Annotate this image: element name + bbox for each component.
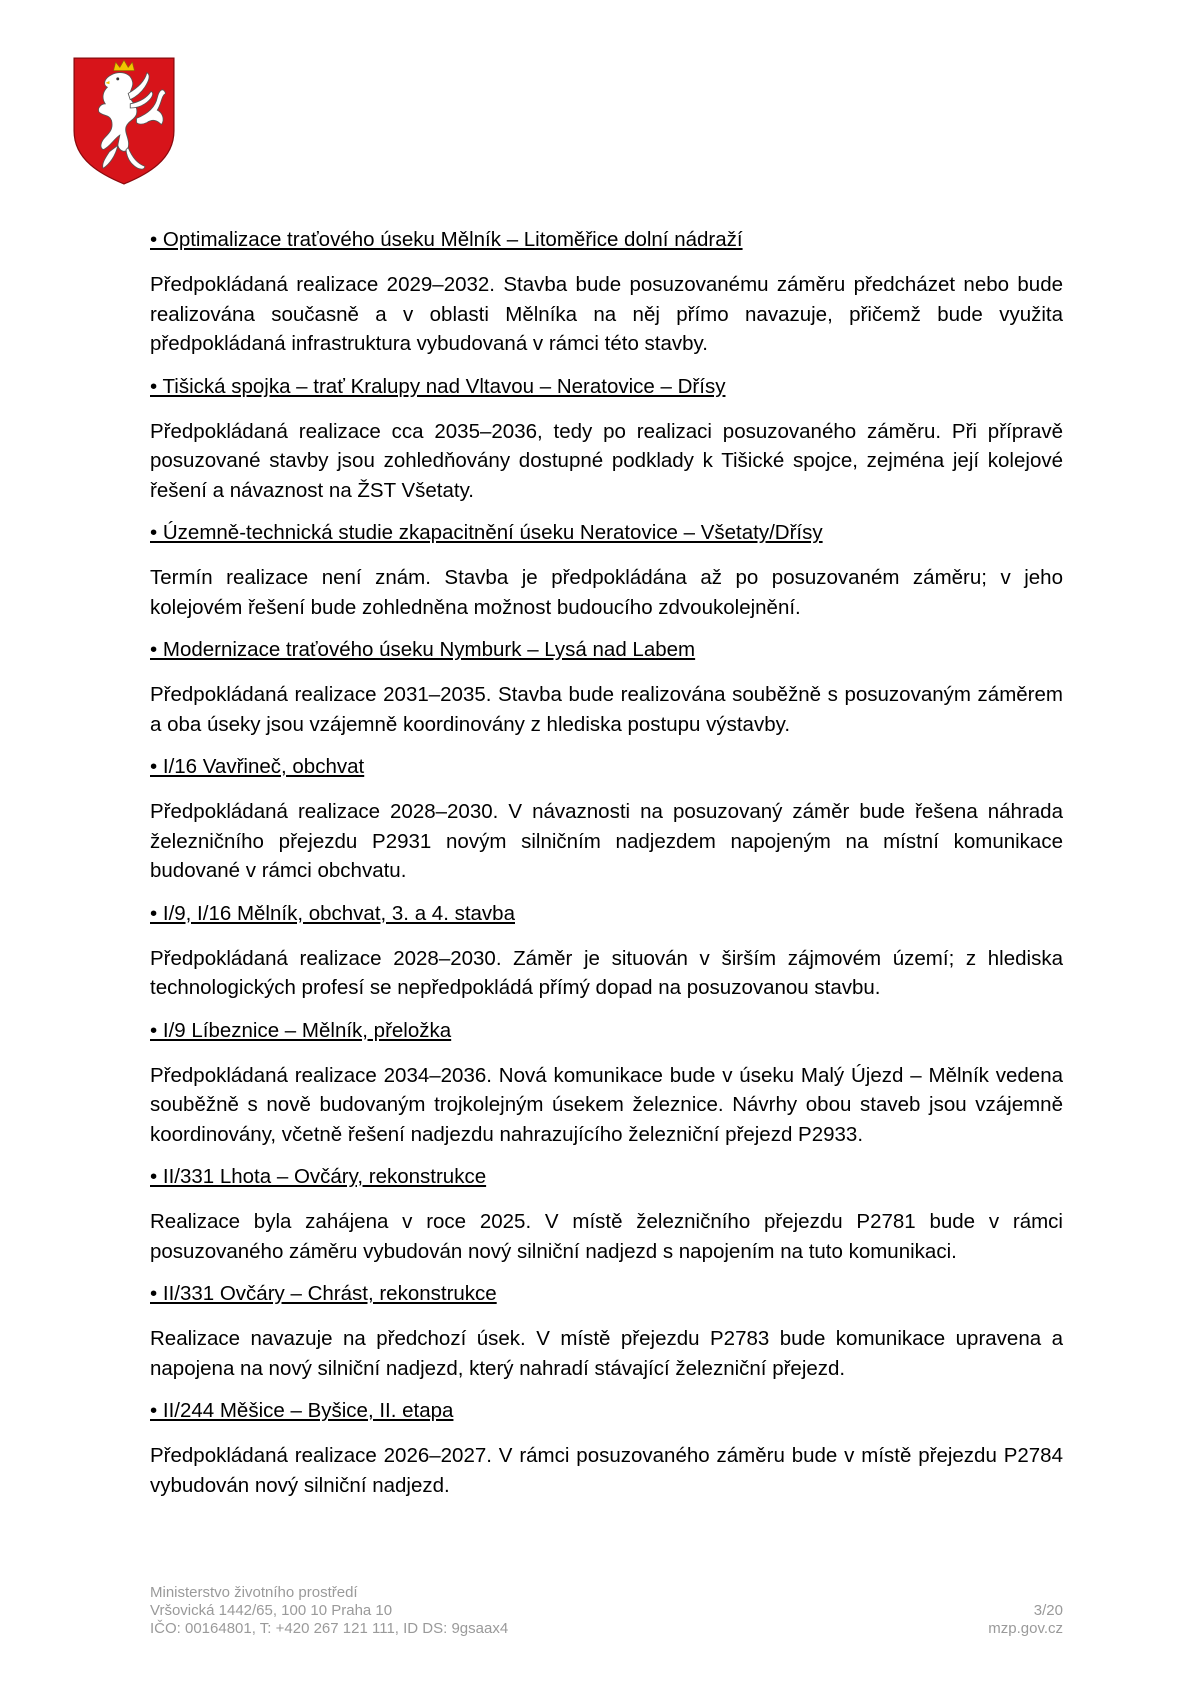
list-item — [150, 373, 1063, 506]
list-item — [150, 636, 1063, 739]
item-text: Předpokládaná realizace 2031–2035. Stavba bude realizována souběžně s posuzovaným záměrem a oba úseky jsou vzájemně koordinovány z hlediska postupu výstavby. — [150, 683, 1063, 736]
footer-right — [988, 1602, 1063, 1638]
item-title: • Územně-technická studie zkapacitnění úseku Neratovice – Všetaty/Dřísy — [150, 521, 823, 544]
item-text: Předpokládaná realizace 2028–2030. V návaznosti na posuzovaný záměr bude řešena náhrada železničního přejezdu P2931 novým silničním nadjezdem napojeným na místní komunikace budované v rámci obchvatu. — [150, 800, 1063, 882]
footer-address — [150, 1584, 508, 1638]
item-title: • Tišická spojka – trať Kralupy nad Vltavou – Neratovice – Dřísy — [150, 374, 726, 398]
list-item — [150, 1163, 1063, 1266]
item-text: Předpokládaná realizace 2034–2036. Nová komunikace bude v úseku Malý Újezd – Mělník vedena souběžně s nově budovaným trojkolejným úsekem železnice. Návrhy obou staveb jsou vzájemně koordinovány, včetně řešení nadjezdu nahrazujícího železniční přejezd P2933. — [150, 1063, 1063, 1146]
item-title: • I/9, I/16 Mělník, obchvat, 3. a 4. stavba — [150, 901, 515, 925]
list-item — [150, 753, 1063, 886]
footer-ids: IČO: 00164801, T: +420 267 121 111, ID DS: 9gsaax4 — [150, 1620, 509, 1637]
item-title: • II/331 Ovčáry – Chrást, rekonstrukce — [150, 1282, 497, 1305]
document-body — [150, 226, 1063, 1514]
item-title: • I/9 Líbeznice – Mělník, přeložka — [150, 1018, 452, 1042]
item-text: Realizace navazuje na předchozí úsek. V místě přejezdu P2783 bude komunikace upravena a napojena na nový silniční nadjezd, který nahradí stávající železniční přejezd. — [150, 1327, 1063, 1380]
list-item — [150, 226, 1063, 359]
list-item — [150, 519, 1063, 622]
item-title: • II/331 Lhota – Ovčáry, rekonstrukce — [150, 1165, 487, 1188]
footer-ministry: Ministerstvo životního prostředí — [150, 1584, 358, 1601]
item-title: • Optimalizace traťového úseku Mělník – Litoměřice dolní nádraží — [150, 228, 743, 251]
item-text: Předpokládaná realizace 2028–2030. Záměr je situován v širším zájmovém území; z hlediska technologických profesí se nepředpokládá přímý dopad na posuzovanou stavbu. — [150, 946, 1063, 999]
list-item — [150, 1397, 1063, 1500]
item-title: • Modernizace traťového úseku Nymburk – Lysá nad Labem — [150, 638, 696, 661]
footer-street: Vršovická 1442/65, 100 10 Praha 10 — [150, 1602, 393, 1619]
item-text: Předpokládaná realizace cca 2035–2036, tedy po realizaci posuzovaného záměru. Při přípravě posuzované stavby jsou zohledňovány dostupné podklady k Tišické spojce, zejména její kolejové řešení a návaznost na ŽST Všetaty. — [150, 419, 1063, 502]
item-title: • I/16 Vavřineč, obchvat — [150, 755, 365, 778]
footer-website: mzp.gov.cz — [988, 1620, 1063, 1637]
list-item — [150, 1280, 1063, 1383]
item-text: Předpokládaná realizace 2029–2032. Stavba bude posuzovanému záměru předcházet nebo bude realizována současně a v oblasti Mělníka na něj přímo navazuje, přičemž bude využita předpokládaná infrastruktura vybudovaná v rámci této stavby. — [150, 273, 1063, 355]
page-number: 3/20 — [1033, 1602, 1063, 1619]
item-title: • II/244 Měšice – Byšice, II. etapa — [150, 1399, 454, 1422]
item-text: Realizace byla zahájena v roce 2025. V místě železničního přejezdu P2781 bude v rámci posuzovaného záměru vybudován nový silniční nadjezd s napojením na tuto komunikaci. — [150, 1210, 1063, 1263]
item-text: Termín realizace není znám. Stavba je předpokládána až po posuzovaném záměru; v jeho kolejovém řešení bude zohledněna možnost budoucího zdvoukolejnění. — [150, 566, 1063, 619]
item-text: Předpokládaná realizace 2026–2027. V rámci posuzovaného záměru bude v místě přejezdu P2784 vybudován nový silniční nadjezd. — [150, 1444, 1063, 1497]
list-item — [150, 1017, 1063, 1150]
czech-coat-of-arms-emblem — [72, 56, 176, 186]
list-item — [150, 900, 1063, 1003]
